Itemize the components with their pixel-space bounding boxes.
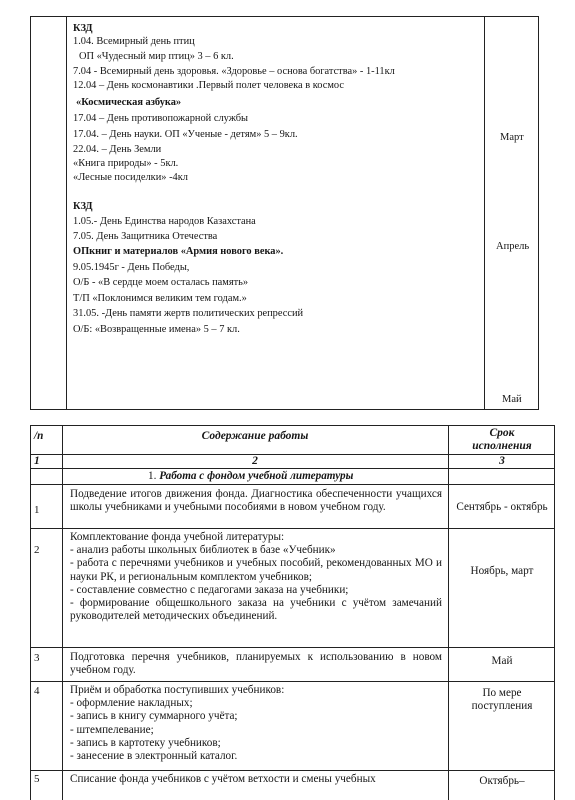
- row-number: 1: [34, 504, 40, 516]
- event-line: КЗД: [73, 201, 93, 212]
- header-content: Содержание работы: [201, 430, 309, 442]
- event-line: 17.04. – День науки. ОП «Ученые - детям» 5 – 9кл.: [73, 129, 298, 140]
- row-content-line: - формирование общешкольного заказа на учебники с учётом замечаний руководителей методических объединений.: [70, 597, 442, 623]
- row-content-line: Комплектование фонда учебной литературы:: [70, 531, 285, 543]
- row-content-line: - анализ работы школьных библиотек в базе «Учебник»: [70, 544, 336, 557]
- event-line: 9.05.1945г - День Победы,: [73, 262, 190, 273]
- event-line: О/Б: «Возвращенные имена» 5 – 7 кл.: [73, 324, 240, 335]
- header-term: Срок исполнения: [472, 427, 532, 452]
- upper-number-column: [31, 17, 67, 409]
- plan-table-upper: [30, 16, 539, 410]
- row-term: Май: [491, 655, 513, 667]
- month-april: Апрель: [496, 241, 530, 252]
- row-number: 5: [34, 773, 40, 785]
- event-line: Т/П «Поклонимся великим тем годам.»: [73, 293, 247, 304]
- event-line: О/Б - «В сердце моем осталась память»: [73, 277, 249, 288]
- row-term: По мере поступления: [471, 687, 533, 713]
- month-march: Март: [500, 132, 524, 143]
- row-content: [70, 531, 442, 623]
- row-content-line: Приём и обработка поступивших учебников:: [70, 684, 285, 696]
- month-may: Май: [502, 394, 522, 405]
- section-title: [148, 470, 353, 483]
- event-line: 31.05. -День памяти жертв политических репрессий: [73, 308, 304, 319]
- row-content: Подведение итогов движения фонда. Диагностика обеспеченности учащихся школы учебниками и учебными пособиями в новом учебном году.: [70, 488, 442, 514]
- event-line: «Книга природы» - 5кл.: [73, 158, 179, 169]
- row-number: 3: [34, 652, 40, 664]
- event-line: 7.05. День Защитника Отечества: [73, 231, 218, 242]
- event-line: 22.04. – День Земли: [73, 144, 162, 155]
- row-content-line: - оформление накладных;: [70, 697, 193, 710]
- row-number: 4: [34, 685, 40, 697]
- section-number: 1.: [148, 470, 157, 482]
- row-content-line: - штемпелевание;: [70, 723, 154, 736]
- row-content: [70, 684, 442, 763]
- col-number-1: 1: [34, 455, 40, 467]
- row-content-line: - запись в книгу суммарного учёта;: [70, 710, 238, 723]
- row-content-line: - составление совместно с педагогами заказа на учебники;: [70, 583, 349, 596]
- event-line: КЗД: [73, 23, 93, 34]
- plan-table-lower: [30, 425, 555, 800]
- event-line: 12.04 – День космонавтики .Первый полет человека в космос: [73, 80, 344, 91]
- event-line: 1.05.- День Единства народов Казахстана: [73, 216, 256, 227]
- event-line: «Космическая азбука»: [76, 97, 182, 108]
- event-line: «Лесные посиделки» -4кл: [73, 172, 188, 183]
- row-content-line: - работа с перечнями учебников и учебных пособий, рекомендованных МО и науки РК, и региональным комплектом учебников;: [70, 557, 442, 583]
- row-number: 2: [34, 544, 40, 556]
- event-line: ОПкниг и материалов «Армия нового века».: [73, 246, 284, 257]
- row-term: Октябрь–: [479, 775, 525, 787]
- col-number-2: 2: [252, 455, 258, 467]
- row-term: Ноябрь, март: [470, 565, 534, 577]
- event-line: ОП «Чудесный мир птиц» 3 – 6 кл.: [79, 51, 234, 62]
- col-number-3: 3: [499, 455, 505, 467]
- section-title-text: Работа с фондом учебной литературы: [159, 470, 354, 482]
- upper-term-column: [485, 17, 538, 409]
- row-content-line: - запись в картотеку учебников;: [70, 736, 221, 749]
- row-content: Списание фонда учебников с учётом ветхости и смены учебных: [70, 773, 376, 785]
- event-line: 7.04 - Всемирный день здоровья. «Здоровье – основа богатства» - 1-11кл: [73, 66, 395, 77]
- header-number: /п: [34, 430, 44, 442]
- row-content-line: - занесение в электронный каталог.: [70, 750, 238, 763]
- row-term: Сентябрь - октябрь: [456, 501, 548, 513]
- row-content: Подготовка перечня учебников, планируемых к использованию в новом учебном году.: [70, 651, 442, 677]
- event-line: 17.04 – День противопожарной службы: [73, 113, 249, 124]
- event-line: 1.04. Всемирный день птиц: [73, 36, 195, 47]
